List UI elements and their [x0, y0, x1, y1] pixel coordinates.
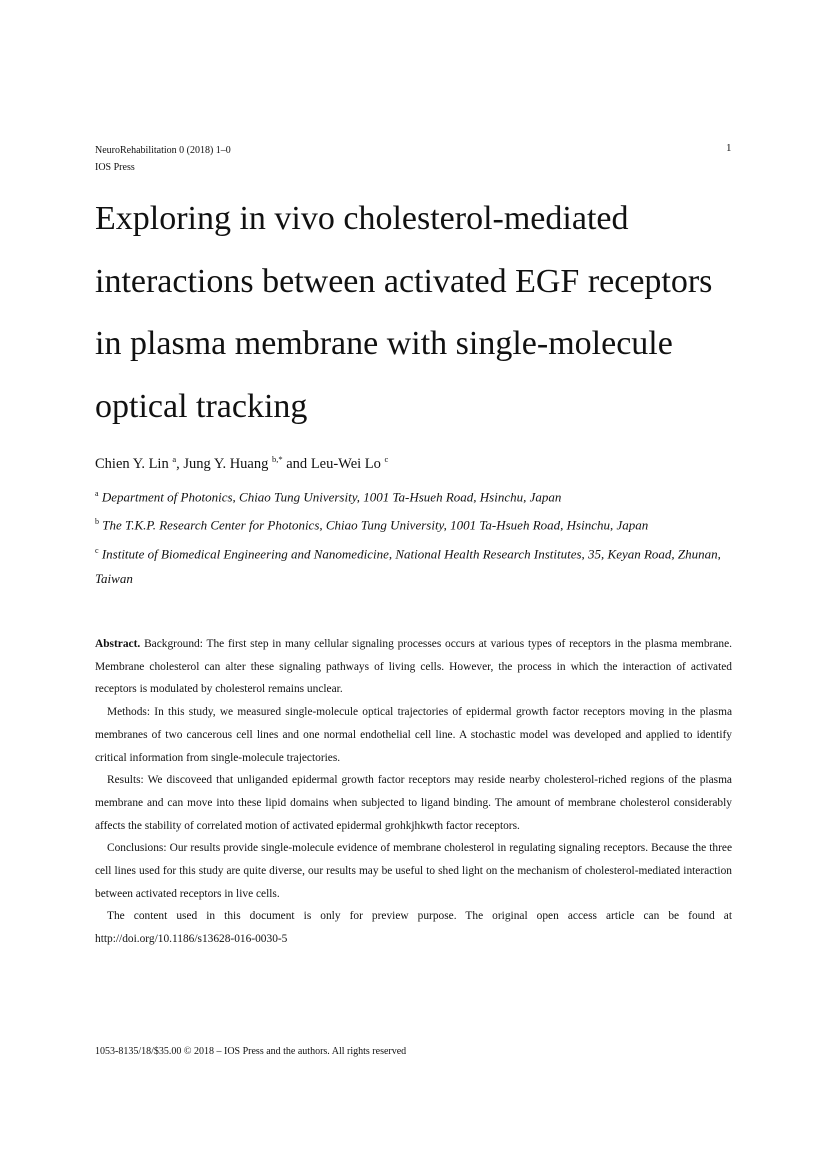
affiliation — [95, 509, 735, 537]
abstract-paragraph: Conclusions: Our results provide single-molecule evidence of membrane cholesterol in regulating signaling receptors. Because the three cell lines used for this study are quite diverse, our results may be useful to shed light on the mechanism of cholesterol-mediated interaction between activated receptors in live cells. — [95, 842, 732, 900]
journal-line: NeuroRehabilitation 0 (2018) 1–0 — [95, 145, 231, 156]
author-name: Leu-Wei Lo — [310, 455, 381, 472]
publisher: IOS Press — [95, 162, 135, 173]
running-header — [95, 142, 231, 176]
abstract-label: Abstract. — [95, 638, 141, 650]
affiliation-text: Department of Photonics, Chiao Tung University, 1001 Ta-Hsueh Road, Hsinchu, Japan — [101, 489, 562, 505]
affiliation-list — [95, 481, 735, 591]
affiliation-mark: c — [95, 545, 99, 555]
title-line: Exploring in vivo cholesterol-mediated — [95, 200, 629, 237]
author-name: Chien Y. Lin — [95, 455, 169, 472]
abstract-text: Background: The first step in many cellular signaling processes occurs at various types of receptors in the plasma membrane. Membrane cholesterol can alter these signaling pathways of living cells. However, the process in which the interaction of activated receptors is modulated by cholesterol remains unclear. — [95, 638, 732, 696]
abstract-paragraph — [95, 633, 732, 701]
article-title — [95, 188, 755, 438]
abstract-paragraph: Methods: In this study, we measured single-molecule optical trajectories of epidermal growth factor receptors moving in the plasma membranes of two cancerous cell lines and one normal endothelial cell line. A stochastic model was developed and applied to identify critical information from single-molecule trajectories. — [95, 706, 732, 764]
affiliation-text: The T.K.P. Research Center for Photonics, Chiao Tung University, 1001 Ta-Hsueh Road, Hsinchu, Japan — [102, 517, 649, 533]
author-affil-mark: b,* — [272, 454, 283, 464]
title-line: optical tracking — [95, 387, 308, 425]
author-affil-mark: a — [172, 454, 177, 464]
affiliation-mark: a — [95, 489, 99, 498]
affiliation — [95, 538, 735, 591]
copyright-footer: 1053-8135/18/$35.00 © 2018 – IOS Press and the authors. All rights reserved — [95, 1046, 407, 1057]
abstract-paragraph: Results: We discoveed that unliganded epidermal growth factor receptors may reside nearby cholesterol-riched regions of the plasma membrane and can move into these lipid domains when subjected to ligand binding. The amount of membrane cholesterol considerably affects the stability of correlated motion of activated epidermal grohkjhkwth factor receptors. — [95, 774, 732, 832]
author-separator: , — [176, 455, 184, 472]
author-list — [95, 454, 388, 473]
affiliation-mark: b — [95, 517, 99, 527]
page-number: 1 — [726, 142, 732, 154]
author-affil-mark: c — [384, 454, 389, 464]
title-line: interactions between activated EGF receptors — [95, 262, 713, 300]
title-line: in plasma membrane with single-molecule — [95, 325, 673, 362]
author-separator: and — [282, 455, 311, 472]
abstract-paragraph: The content used in this document is only for preview purpose. The original open access article can be found at http://doi.org/10.1186/s13628-016-0030-5 — [95, 910, 732, 946]
affiliation-text: Institute of Biomedical Engineering and Nanomedicine, National Health Research Institutes, 35, Keyan Road, Zhunan, Taiwan — [95, 545, 721, 586]
affiliation — [95, 481, 735, 509]
abstract — [95, 633, 732, 951]
author-name: Jung Y. Huang — [183, 455, 269, 472]
